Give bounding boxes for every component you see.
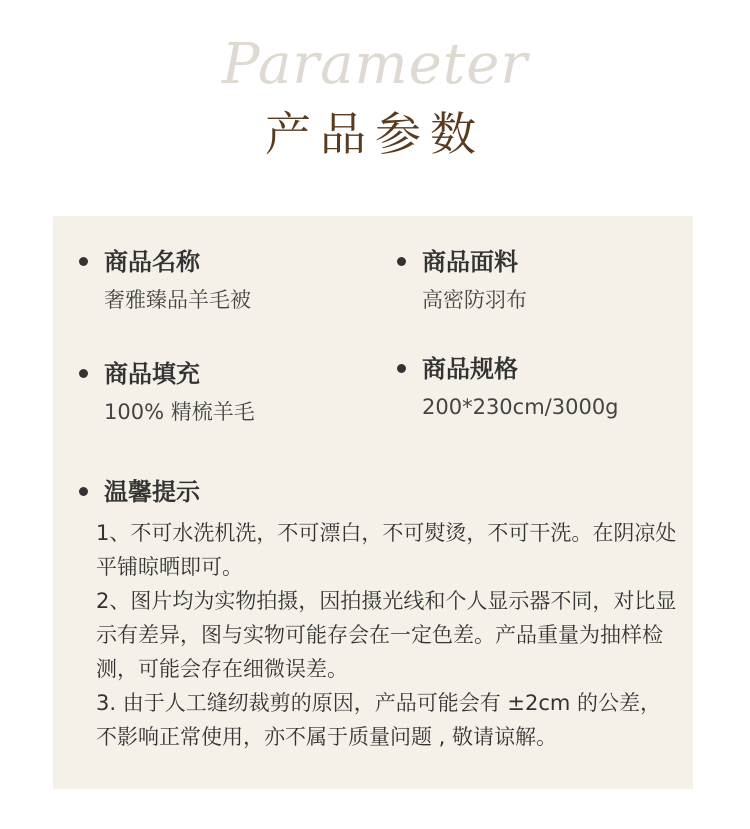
param-value: 100% 精梳羊毛	[104, 400, 255, 424]
param-item-filling	[104, 358, 255, 426]
param-item-name	[104, 246, 251, 314]
page-title: 产品参数	[265, 107, 485, 161]
notes-body	[96, 516, 678, 754]
param-value: 奢雅臻品羊毛被	[104, 288, 251, 312]
param-label: 商品面料	[422, 248, 518, 276]
decorative-script-title: Parameter	[221, 32, 529, 97]
bullet-icon	[79, 257, 88, 266]
bullet-icon	[397, 364, 406, 373]
notes-title: 温馨提示	[104, 478, 200, 506]
param-item-spec	[422, 353, 619, 421]
bullet-icon	[397, 257, 406, 266]
bullet-icon	[79, 487, 88, 496]
note-item: 2、图片均为实物拍摄，因拍摄光线和个人显示器不同，对比显示有差异，图与实物可能存会在一定色差。产品重量为抽样检测，可能会存在细微误差。	[96, 589, 677, 681]
note-item: 1、不可水洗机洗，不可漂白，不可熨烫，不可干洗。在阴凉处平铺晾晒即可。	[96, 521, 677, 579]
param-value: 200*230cm/3000g	[422, 395, 619, 419]
param-label: 商品规格	[422, 355, 518, 383]
param-value: 高密防羽布	[422, 288, 527, 312]
param-label: 商品名称	[104, 248, 200, 276]
param-label: 商品填充	[104, 360, 200, 388]
param-item-fabric	[422, 246, 527, 314]
notes-section-heading	[104, 476, 200, 508]
note-item: 3. 由于人工缝纫裁剪的原因，产品可能会有 ±2cm 的公差，不影响正常使用，亦不属于质量问题 , 敬请谅解。	[96, 691, 662, 749]
bullet-icon	[79, 369, 88, 378]
